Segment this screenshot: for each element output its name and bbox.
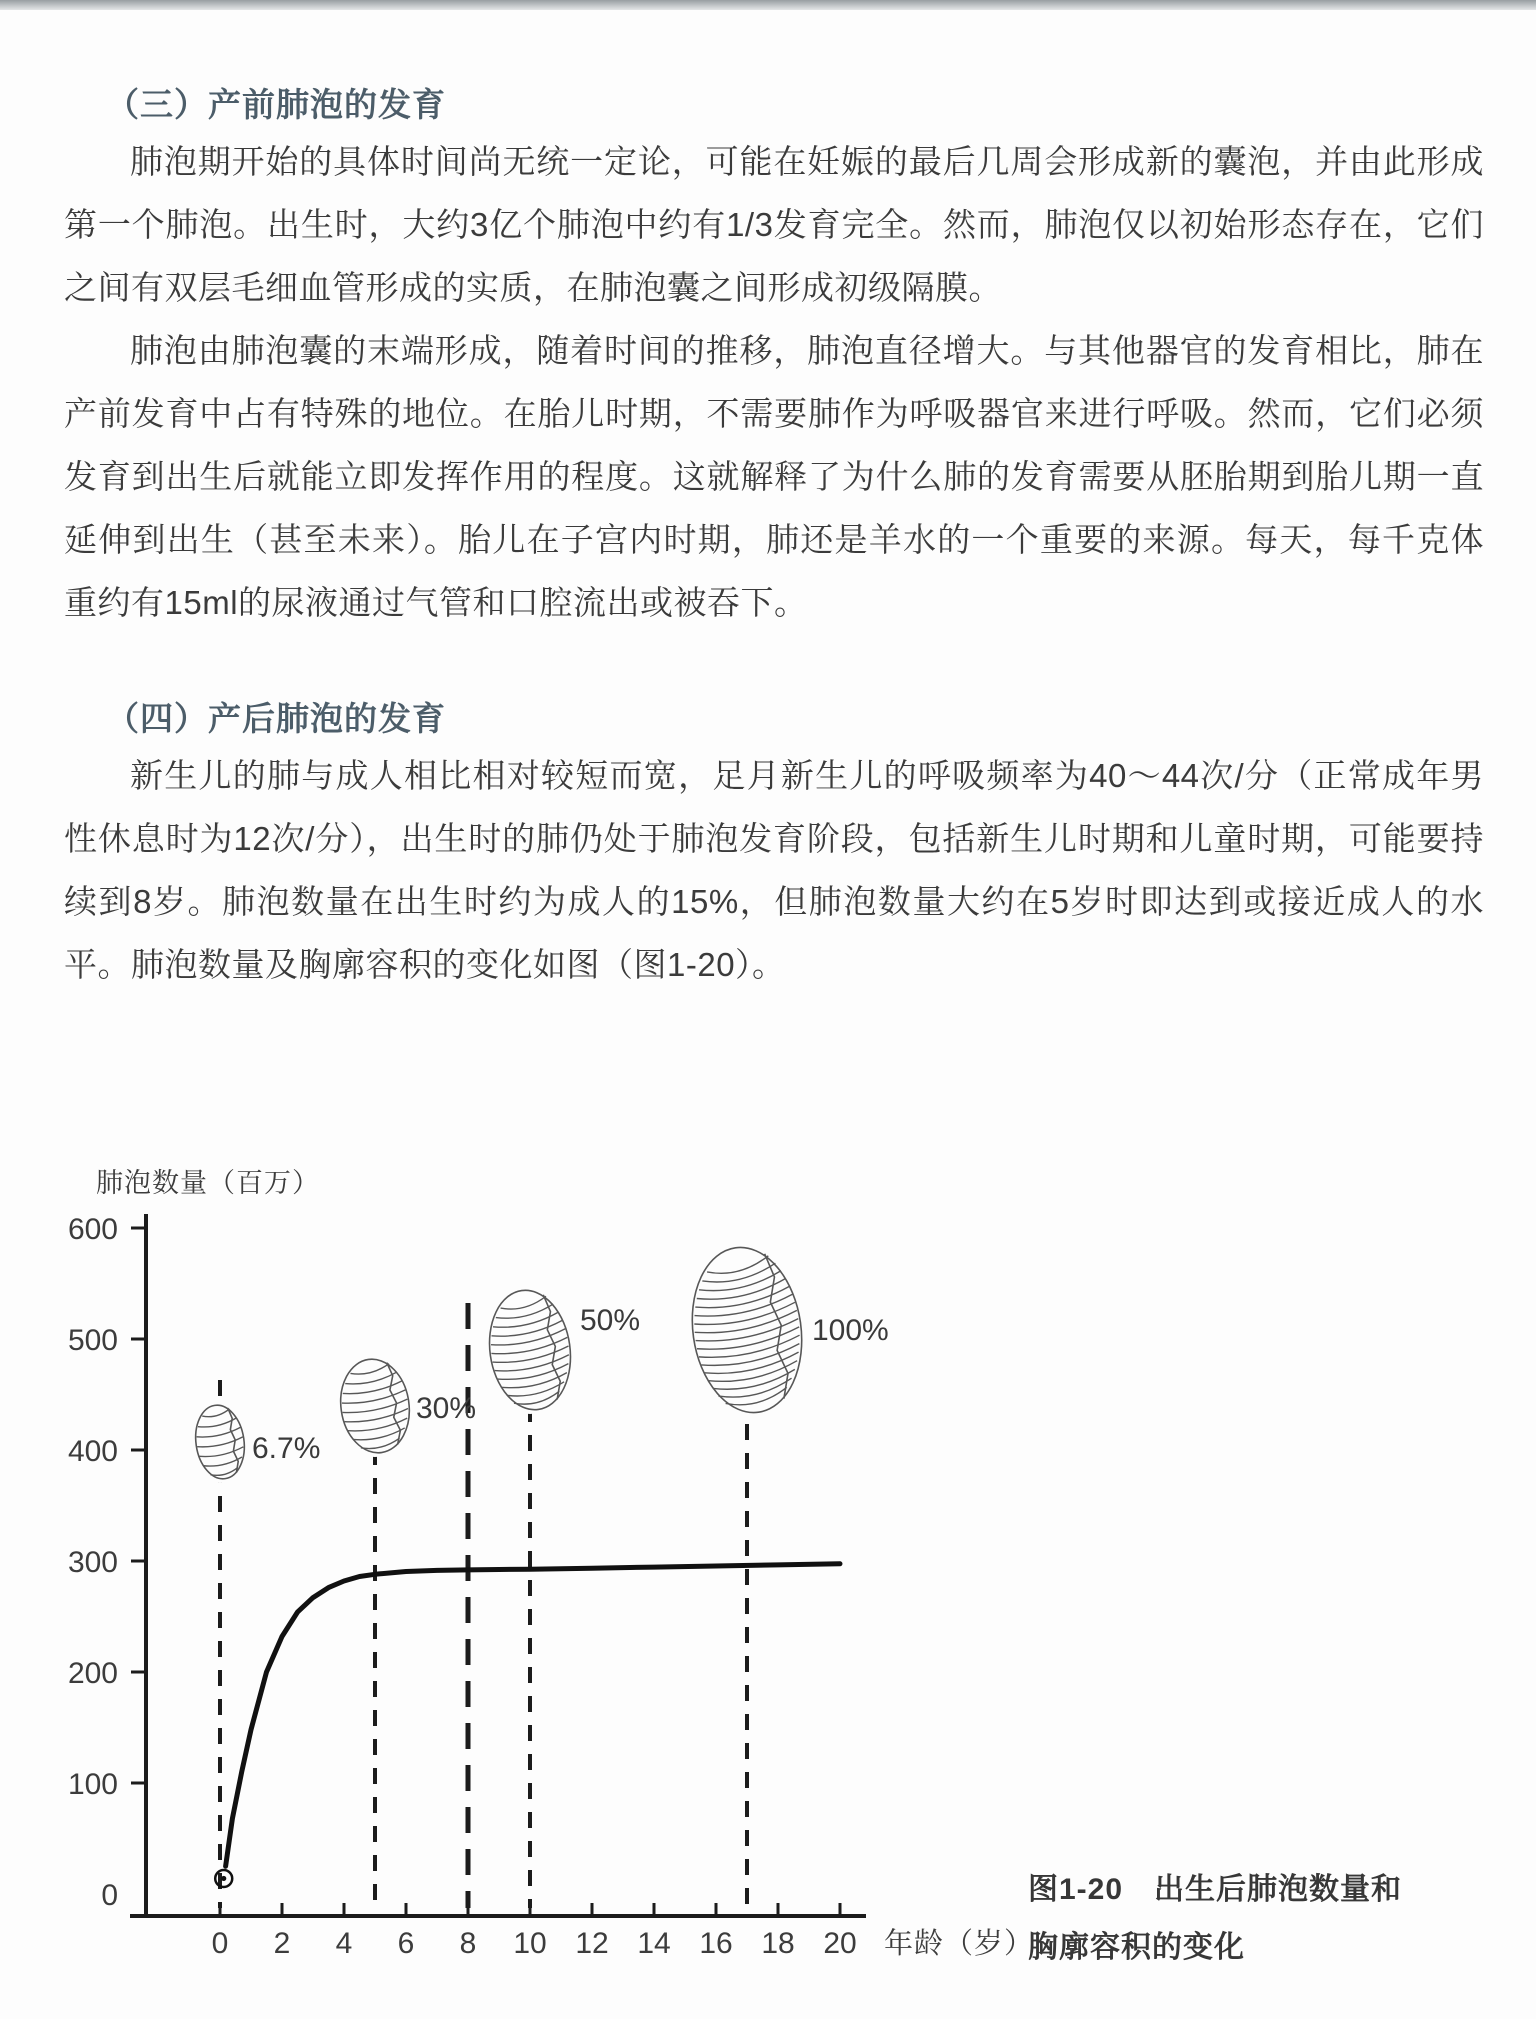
milestone-dashed-lines xyxy=(220,1250,747,1908)
x-tick-label: 2 xyxy=(273,1927,291,1960)
y-tick-label: 200 xyxy=(67,1657,118,1690)
paragraph: 肺泡期开始的具体时间尚无统一定论，可能在妊娠的最后几周会形成新的囊泡，并由此形成第一个肺泡。出生时，大约3亿个肺泡中约有1/3发育完全。然而，肺泡仅以初始形态存在，它们之间有双层毛细血管形成的实质，在肺泡囊之间形成初级隔膜。 xyxy=(64,143,1484,306)
document-body xyxy=(64,80,1484,996)
page-top-edge xyxy=(0,0,1536,10)
figure-caption-line1: 图1-20 出生后肺泡数量和 xyxy=(1028,1873,1403,1906)
section-heading-postnatal: （四）产后肺泡的发育 xyxy=(106,700,446,737)
x-tick-label: 4 xyxy=(335,1927,353,1960)
y-tick-label: 100 xyxy=(67,1768,118,1801)
x-tick-label: 6 xyxy=(397,1927,415,1960)
paragraph: 新生儿的肺与成人相比相对较短而宽，足月新生儿的呼吸频率为40～44次/分（正常成年男性休息时为12次/分），出生时的肺仍处于肺泡发育阶段，包括新生儿时期和儿童时期，可能要持续到8岁。肺泡数量在出生时约为成人的15%，但肺泡数量大约在5岁时即达到或接近成人的水平。肺泡数量及胸廓容积的变化如图（图1-20）。 xyxy=(64,757,1484,983)
x-tick-label: 0 xyxy=(211,1927,229,1960)
x-tick-label: 8 xyxy=(459,1927,477,1960)
y-tick-label: 0 xyxy=(101,1879,118,1912)
x-tick-label: 16 xyxy=(699,1927,733,1960)
paragraph: 肺泡由肺泡囊的末端形成，随着时间的推移，肺泡直径增大。与其他器官的发育相比，肺在产前发育中占有特殊的地位。在胎儿时期，不需要肺作为呼吸器官来进行呼吸。然而，它们必须发育到出生后就能立即发挥作用的程度。这就解释了为什么肺的发育需要从胚胎期到胎儿期一直延伸到出生（甚至未来）。胎儿在子宫内时期，肺还是羊水的一个重要的来源。每天，每千克体重约有15ml的尿液通过气管和口腔流出或被吞下。 xyxy=(64,332,1484,621)
ribcage-illustration-age-5 xyxy=(335,1355,415,1458)
figure-caption-line2: 胸廓容积的变化 xyxy=(1028,1931,1245,1964)
x-axis-title: 年龄（岁） xyxy=(884,1928,1035,1960)
thorax-percent-label: 30% xyxy=(416,1392,477,1425)
x-tick-label: 20 xyxy=(823,1927,857,1960)
origin-marker xyxy=(215,1870,232,1887)
y-axis-title: 肺泡数量（百万） xyxy=(96,1168,320,1198)
y-tick-label: 600 xyxy=(67,1213,118,1246)
section-heading-prenatal: （三）产前肺泡的发育 xyxy=(106,86,446,123)
y-tick-label: 500 xyxy=(67,1324,118,1357)
x-tick-label: 10 xyxy=(513,1927,547,1960)
thorax-percent-label: 50% xyxy=(580,1304,641,1337)
y-tick-label: 300 xyxy=(67,1546,118,1579)
x-tick-label: 14 xyxy=(637,1927,671,1960)
y-tick-label: 400 xyxy=(67,1435,118,1468)
x-tick-label: 18 xyxy=(761,1927,795,1960)
thorax-percent-label: 100% xyxy=(812,1314,889,1347)
thorax-percent-label: 6.7% xyxy=(252,1432,321,1465)
x-tick-label: 12 xyxy=(575,1927,609,1960)
ribcage-illustration-age-17 xyxy=(682,1240,812,1419)
ribcage-illustration-age-0 xyxy=(191,1401,249,1483)
ribcage-illustration-age-10 xyxy=(482,1285,578,1415)
